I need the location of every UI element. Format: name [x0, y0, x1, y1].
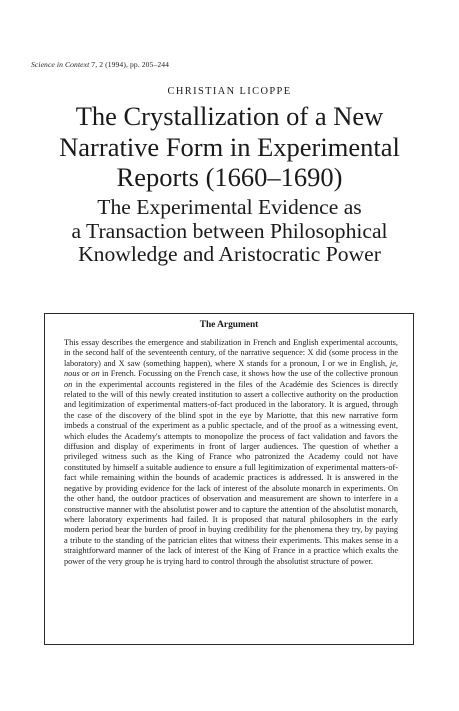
italic-term: on — [64, 379, 73, 389]
argument-text-part: in French. Focussing on the French case, it shows how the use of the collective pronoun — [99, 369, 398, 379]
article-subtitle — [0, 196, 459, 267]
title-line: Narrative Form in Experimental — [59, 131, 400, 162]
title-line: Reports (1660–1690) — [116, 162, 343, 192]
argument-text-part: in the experimental accounts registered in the files of the Académie des Sciences is directly related to the will of this newly created institution to assert a collective authority on the production and legitimization of experimental matters-of-fact produced in the laboratory. It is argued, through the case of the discovery of the blind spot in the eye by Mariotte, that this new narrative form imbeds a construal of the experiment as a public spectacle, and of the proof as a witnessing event, which eludes the Academy's attempts to monopolize the process of fact validation and favors the diffusion and display of experiments in front of larger audiences. The question of whether a privileged witness such as the King of France who patronized the Academy could not have constituted by himself a suitable audience to ensure a full legitimization of experimental matters-of-fact while remaining within the bounds of academic practices is addressed. It is answered in the negative by providing evidence for the lack of interest of the absolute monarch in experiments. On the other hand, the outdoor practices of observation and measurement are shown to interfere in a constructive manner with the absolutist power and to capture the attention of the absolutist monarch, where laboratory experiments had failed. It is proposed that natural philosophers in the early modern period bear the burden of proof in buying credibility for the phenomena they try, by paying a tribute to the standing of the patrician elites that witness their experiments. This makes sense in a straightforward manner of the lack of interest of the King of France in a practice which exalts the power of the very group he is trying hard to control through the absolutist structure of power. — [64, 379, 398, 566]
argument-text — [64, 338, 398, 567]
italic-term: je — [389, 358, 396, 368]
argument-text-part: , — [395, 358, 398, 368]
argument-box — [44, 313, 414, 645]
journal-name: Science in Context — [31, 60, 90, 69]
argument-text-part: This essay describes the emergence and stabilization in French and English experimental accounts, in the second half of the seventeenth century, of the narrative sequence: X did (some process in the laboratory) and X saw (something happen), where X stands for a pronoun, I or we in English, — [64, 338, 398, 368]
journal-citation — [31, 60, 169, 69]
italic-term: on — [91, 369, 100, 379]
argument-text-part: or — [79, 369, 92, 379]
author-name: CHRISTIAN LICOPPE — [167, 86, 292, 97]
title-line: The Crystallization of a New — [75, 101, 384, 131]
italic-term: nous — [64, 369, 80, 379]
subtitle-line: The Experimental Evidence as — [97, 195, 362, 219]
argument-heading: The Argument — [199, 320, 259, 330]
article-title — [0, 101, 459, 193]
citation-details: 7, 2 (1994), pp. 205–244 — [89, 60, 170, 69]
subtitle-line: Knowledge and Aristocratic Power — [78, 242, 381, 266]
subtitle-line: a Transaction between Philosophical — [71, 218, 388, 243]
